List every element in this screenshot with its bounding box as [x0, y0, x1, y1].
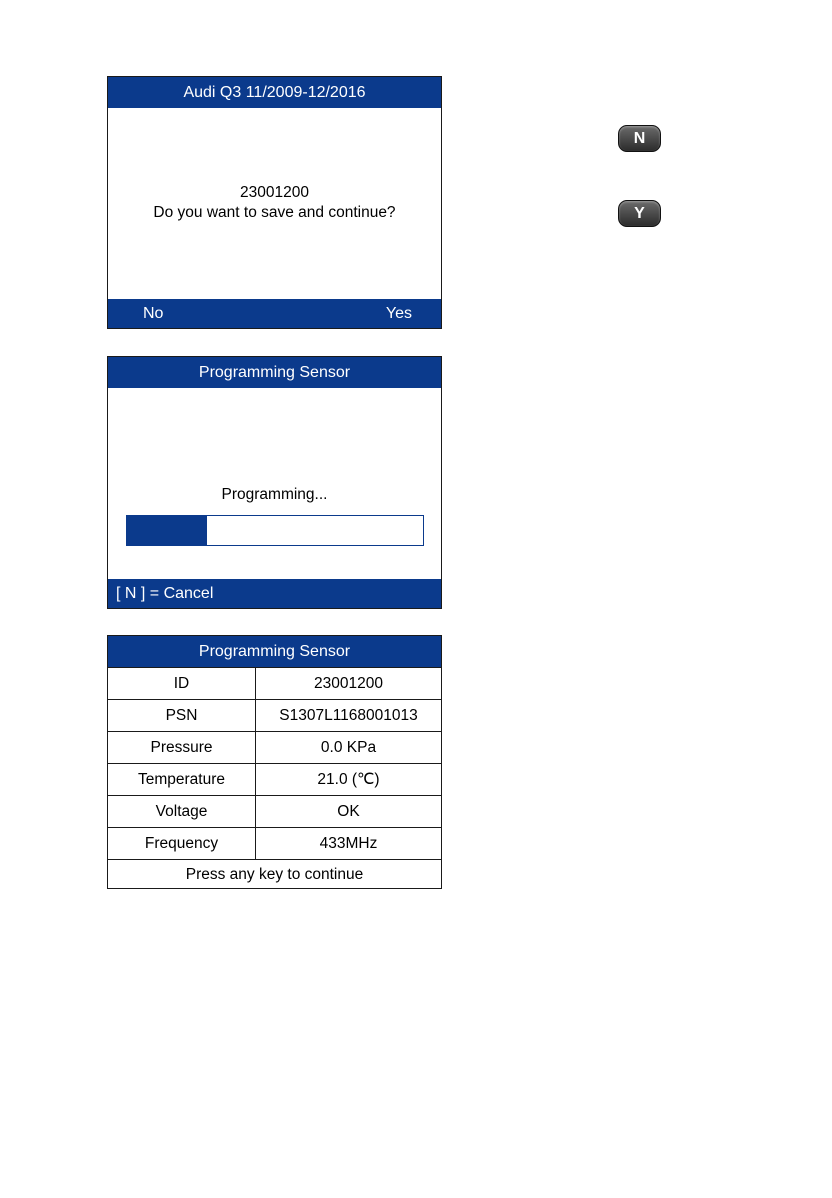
- row-value-temperature: 21.0 (℃): [256, 764, 442, 796]
- save-question-text: Do you want to save and continue?: [153, 204, 396, 221]
- no-softkey[interactable]: No: [143, 305, 164, 322]
- continue-prompt: Press any key to continue: [108, 859, 441, 890]
- programming-result-screen: [107, 635, 442, 889]
- row-label-temperature: Temperature: [108, 764, 256, 796]
- n-key-icon: N: [618, 125, 661, 152]
- row-label-id: ID: [108, 668, 256, 700]
- programming-status-text: Programming...: [221, 486, 328, 503]
- table-row: [108, 668, 441, 700]
- progress-bar: [126, 515, 424, 546]
- row-label-voltage: Voltage: [108, 796, 256, 828]
- screen-title: Audi Q3 11/2009-12/2016: [108, 77, 441, 108]
- progress-bar-fill: [127, 516, 207, 545]
- row-value-pressure: 0.0 KPa: [256, 732, 442, 764]
- row-label-frequency: Frequency: [108, 828, 256, 860]
- sensor-info-table: [108, 667, 441, 859]
- table-row: [108, 796, 441, 828]
- softkey-bar: [108, 299, 441, 328]
- yes-softkey[interactable]: Yes: [385, 305, 412, 322]
- screen-title: Programming Sensor: [108, 357, 441, 388]
- row-value-psn: S1307L1168001013: [256, 700, 442, 732]
- y-key-icon: Y: [618, 200, 661, 227]
- row-value-id: 23001200: [256, 668, 442, 700]
- row-label-pressure: Pressure: [108, 732, 256, 764]
- confirm-message: [108, 183, 441, 223]
- cancel-hint: [ N ] = Cancel: [108, 579, 441, 608]
- table-row: [108, 828, 441, 860]
- row-value-voltage: OK: [256, 796, 442, 828]
- screen-title: Programming Sensor: [108, 636, 441, 667]
- row-label-psn: PSN: [108, 700, 256, 732]
- row-value-frequency: 433MHz: [256, 828, 442, 860]
- table-row: [108, 764, 441, 796]
- programming-progress-screen: [107, 356, 442, 609]
- save-confirm-screen: [107, 76, 442, 329]
- table-row: [108, 700, 441, 732]
- sensor-id-text: 23001200: [240, 184, 309, 201]
- table-row: [108, 732, 441, 764]
